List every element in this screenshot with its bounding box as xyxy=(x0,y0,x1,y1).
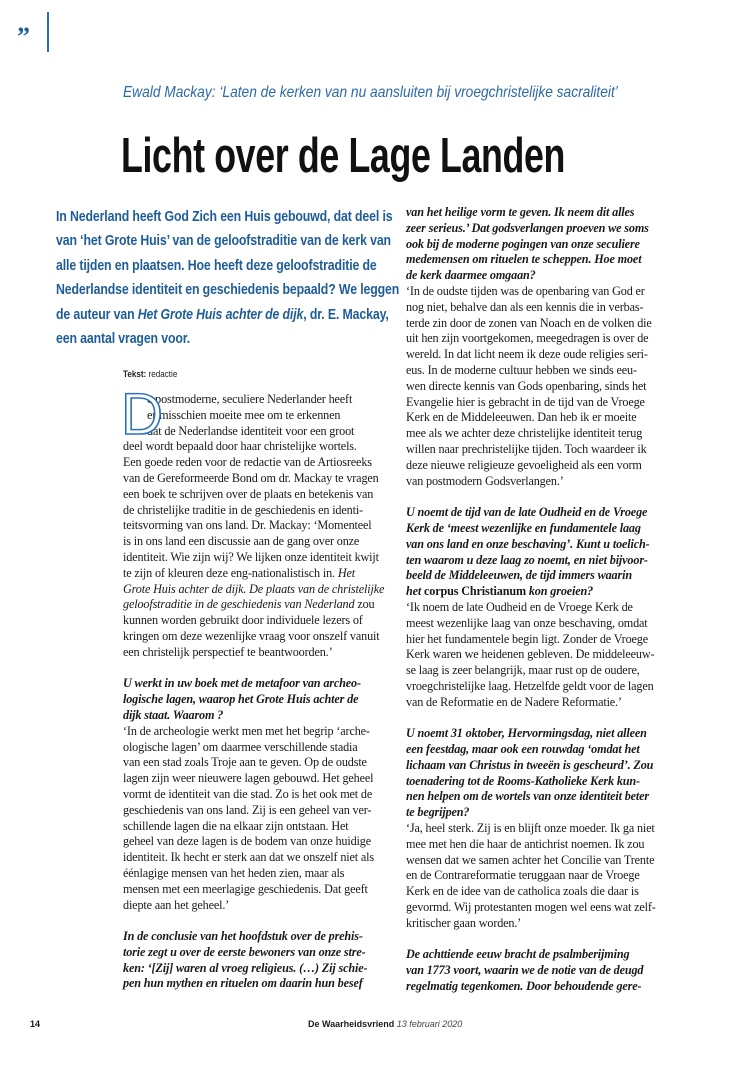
text-line: van ‘het Grote Huis’ van de geloofstraditie van de kerk van xyxy=(56,233,391,250)
interview-qa xyxy=(406,947,706,994)
text-line: een christelijk perspectief te beantwoorden.’ xyxy=(123,644,333,659)
question-line: een feestdag, maar ook een rouwdag ‘omdat het xyxy=(406,742,640,757)
magazine-name: De Waarheidsvriend xyxy=(308,1019,395,1029)
question-line xyxy=(406,584,706,600)
question-line: beeld de Middeleeuwen, de tijd immers waarin xyxy=(406,568,632,583)
text-line: een boek te schrijven over de plaats en betekenis van xyxy=(123,486,374,501)
vertical-divider xyxy=(47,12,49,52)
text-line: wen directe kennis van Gods openbaring, sinds het xyxy=(406,378,647,393)
text-line: uit hen zijn voortgekomen, meegedragen is over de xyxy=(406,331,649,346)
interview-qa xyxy=(123,676,423,913)
question-line: Kerk de ‘meest wezenlijke en fundamentele laag xyxy=(406,520,641,535)
question-line: De achttiende eeuw bracht de psalmberijming xyxy=(406,947,630,962)
text-line: identiteit. Wie zijn wij? We lijken onze identiteit kwijt xyxy=(123,549,379,564)
text-line: ‘Ja, heel sterk. Zij is en blijft onze moeder. Ik ga niet xyxy=(406,821,655,836)
text-line: Een goede reden voor de redactie van de Artiosreeks xyxy=(123,455,372,470)
paragraph-gap xyxy=(123,913,423,929)
text-line: éénlagige mensen van het heden zien, maar als xyxy=(123,865,345,880)
text-segment: kon groeien? xyxy=(525,584,594,599)
text-line: kritischer gaan worden.’ xyxy=(406,915,522,930)
text-line: mensen met een meerlagige geschiedenis. Dat geeft xyxy=(123,881,368,896)
text-line: meest wezenlijke laag van onze beschaving, omdat xyxy=(406,615,648,630)
drop-cap: D xyxy=(121,382,163,447)
text-line: mee als we achter deze christelijke identiteit terug xyxy=(406,426,643,441)
text-segment: corpus Christianum xyxy=(424,584,526,599)
quote-icon: ” xyxy=(17,22,30,51)
text-line: ‘In de oudste tijden was de openbaring van God er xyxy=(406,283,645,298)
article-title: Licht over de Lage Landen xyxy=(121,129,566,183)
text-line xyxy=(123,597,423,613)
text-segment: het xyxy=(406,584,425,599)
text-line: ‘In de archeologie werkt men met het begrip ‘arche- xyxy=(123,723,370,738)
text-line: van de Reformatie en de Nadere Reformatie.’ xyxy=(406,694,622,709)
page-number: 14 xyxy=(30,1019,41,1029)
footer-publication xyxy=(308,1019,462,1029)
text-line: wensen dat we samen achter het Concilie van Trente xyxy=(406,852,655,867)
text-line: lagen zijn weer nieuwere lagen gebouwd. Het geheel xyxy=(123,771,374,786)
text-segment: zou xyxy=(354,597,375,612)
question-line: logische lagen, waarop het Grote Huis achter de xyxy=(123,692,359,707)
text-line: Kerk en de idee van de catholica zoals die daar is xyxy=(406,884,639,899)
text-line: de christelijke traditie in de geschiedenis en identi- xyxy=(123,502,363,517)
text-line xyxy=(56,303,396,327)
text-line: alle tijden en plaatsen. Hoe heeft deze geloofstraditie de xyxy=(56,257,377,274)
text-line: kunnen worden gebruikt door individuele lezers of xyxy=(123,613,363,628)
paragraph-gap xyxy=(406,489,706,505)
credit-value: redactie xyxy=(148,369,178,379)
text-line: is in ons land een discussie aan de gang over onze xyxy=(123,534,360,549)
body-column-right xyxy=(406,205,706,995)
text-line xyxy=(123,582,423,598)
question-line: van het heilige vorm te geven. Ik neem dit alles xyxy=(406,205,635,219)
question-line: de kerk daarmee omgaan? xyxy=(406,268,536,283)
question-line: lichaam van Christus in tweeën is gescheurd’. Zou xyxy=(406,757,654,772)
question-line: In de conclusie van het hoofdstuk over de prehis- xyxy=(123,929,363,944)
text-line: identiteit. Ik hecht er sterk aan dat we onszelf niet als xyxy=(123,850,375,865)
text-line: kringen om deze wezenlijke vraag voor onszelf vanuit xyxy=(123,628,380,643)
question-line: van 1773 voort, waarin we de notie van de deugd xyxy=(406,963,644,978)
issue-date: 13 februari 2020 xyxy=(396,1019,463,1029)
text-line: schillende lagen die na elkaar zijn ontstaan. Het xyxy=(123,818,349,833)
text-segment: geloofstraditie in de geschiedenis van Nederland xyxy=(123,597,355,612)
text-line: Nederlandse identiteit en geschiedenis bepaald? We leggen xyxy=(56,282,400,299)
interview-qa xyxy=(406,205,706,489)
intro-paragraph xyxy=(123,392,423,661)
text-segment: te zijn of kleuren deze eng-nationalistisch in. xyxy=(123,565,338,580)
question-line: U noemt de tijd van de late Oudheid en de Vroege xyxy=(406,505,648,520)
question-line: dijk staat. Waarom ? xyxy=(123,707,224,722)
question-line: ook bij de moderne pogingen van onze seculiere xyxy=(406,236,640,251)
paragraph-gap xyxy=(406,932,706,948)
question-line: nen helpen om de wortels van onze identiteit beter xyxy=(406,789,650,804)
article-lead xyxy=(56,205,456,351)
paragraph-gap xyxy=(123,661,423,677)
question-line: toenadering tot de Rooms-Katholieke Kerk kun- xyxy=(406,773,640,788)
question-line: U noemt 31 oktober, Hervormingsdag, niet alleen xyxy=(406,726,647,741)
text-line: hier het fundamentele begin ligt. Zonder de Vroege xyxy=(406,631,648,646)
text-line: geschiedenis van ons land. Zij is een geheel van ver- xyxy=(123,802,372,817)
text-line: se laag is zeer belangrijk, maar rust op de oudere, xyxy=(406,663,640,678)
text-line: en de Contrareformatie teruggaan naar de Vroege xyxy=(406,868,640,883)
text-line: ologische lagen’ om daarmee verschillende stadia xyxy=(123,739,358,754)
text-line: Evangelie hier is gebracht in de tijd van de Vroege xyxy=(406,394,645,409)
text-line: er misschien moeite mee om te erkennen xyxy=(147,407,341,422)
text-line: mee met hen die haar de antichrist noemen. Ik zou xyxy=(406,836,645,851)
text-line: geheel van deze lagen is de bodem van onze huidige xyxy=(123,834,371,849)
interview-qa xyxy=(406,505,706,710)
text-segment: Het Grote Huis achter de dijk xyxy=(137,306,304,323)
text-line: vormt de identiteit van die stad. Zo is het ook met de xyxy=(123,786,373,801)
text-line: Kerk waren we heidenen gebleven. De middeleeuw- xyxy=(406,647,655,662)
text-line: diepte aan het geheel.’ xyxy=(123,897,230,912)
text-segment: Grote Huis achter de dijk. De plaats van de christelijke xyxy=(123,581,385,596)
question-line: zeer serieus.’ Dat godsverlangen proeven we soms xyxy=(406,220,649,235)
question-line: ken: ‘[Zij] waren al vroeg religieus. (…) Zij schie- xyxy=(123,960,368,975)
question-line: ten waarom u deze laag zo noemt, en niet bijvoor- xyxy=(406,552,648,567)
text-segment: de auteur van xyxy=(56,306,138,323)
text-line: van een stad zoals Troje aan te geven. Op de oudste xyxy=(123,755,367,770)
body-column-left xyxy=(121,382,423,992)
text-line: teitsvorming van ons land. Dr. Mackay: ‘Momenteel xyxy=(123,518,372,533)
question-line: U werkt in uw boek met de metafoor van archeo- xyxy=(123,676,361,691)
text-line: vroegchristelijke laag. Hetzelfde geldt voor de lagen xyxy=(406,678,654,693)
text-line: willen naar prechristelijke tijden. Toch waardeer ik xyxy=(406,441,647,456)
text-line: wereld. In dat licht neem ik deze oude religies seri- xyxy=(406,347,648,362)
text-line: terde zin door de zonen van Noach en de volken die xyxy=(406,315,652,330)
text-segment: , dr. E. Mackay, xyxy=(303,306,389,323)
text-line: eus. In de moderne cultuur hebben we sinds eeu- xyxy=(406,362,637,377)
credit-label: Tekst: xyxy=(123,369,147,379)
text-line: Kerk en de Middeleeuwen. Dan heb ik er moeite xyxy=(406,410,637,425)
question-line: medemensen om rituelen te scheppen. Hoe moet xyxy=(406,252,642,267)
text-line xyxy=(123,566,423,582)
question-line: van ons land en onze beschaving’. Kunt u toelich- xyxy=(406,536,650,551)
paragraph-gap xyxy=(406,711,706,727)
text-segment: Het xyxy=(337,565,355,580)
text-line: nog niet, behalve dan als een kennis die in verbas- xyxy=(406,299,644,314)
text-line: een aantal vragen voor. xyxy=(56,330,191,347)
text-line: gevormd. Wij protestanten mogen wel eens wat zelf- xyxy=(406,900,656,915)
text-line: dat de Nederlandse identiteit voor een groot xyxy=(147,423,355,438)
text-line: deze nieuwe religieuze gevoeligheid als een vorm xyxy=(406,457,642,472)
article-kicker: Ewald Mackay: ‘Laten de kerken van nu aansluiten bij vroegchristelijke sacraliteit’ xyxy=(123,84,618,101)
interview-qa xyxy=(123,929,423,992)
text-line: van postmodern Godsverlangen.’ xyxy=(406,473,564,488)
text-line: deel wordt bepaald door haar christelijke wortels. xyxy=(123,439,357,454)
text-line: ‘Ik noem de late Oudheid en de Vroege Kerk de xyxy=(406,599,633,614)
question-line: pen hun mythen en rituelen om daarin hun besef xyxy=(123,976,363,991)
text-line: van de Gereformeerde Bond om dr. Mackay te vragen xyxy=(123,470,379,485)
author-credit xyxy=(123,369,177,379)
interview-qa xyxy=(406,726,706,931)
question-line: regelmatig tegenkomen. Door behoudende gere- xyxy=(406,979,642,994)
question-line: te begrijpen? xyxy=(406,805,470,820)
text-line: In Nederland heeft God Zich een Huis gebouwd, dat deel is xyxy=(56,209,393,225)
text-line: e postmoderne, seculiere Nederlander heeft xyxy=(147,392,353,406)
question-line: torie zegt u over de eerste bewoners van onze stre- xyxy=(123,944,366,959)
